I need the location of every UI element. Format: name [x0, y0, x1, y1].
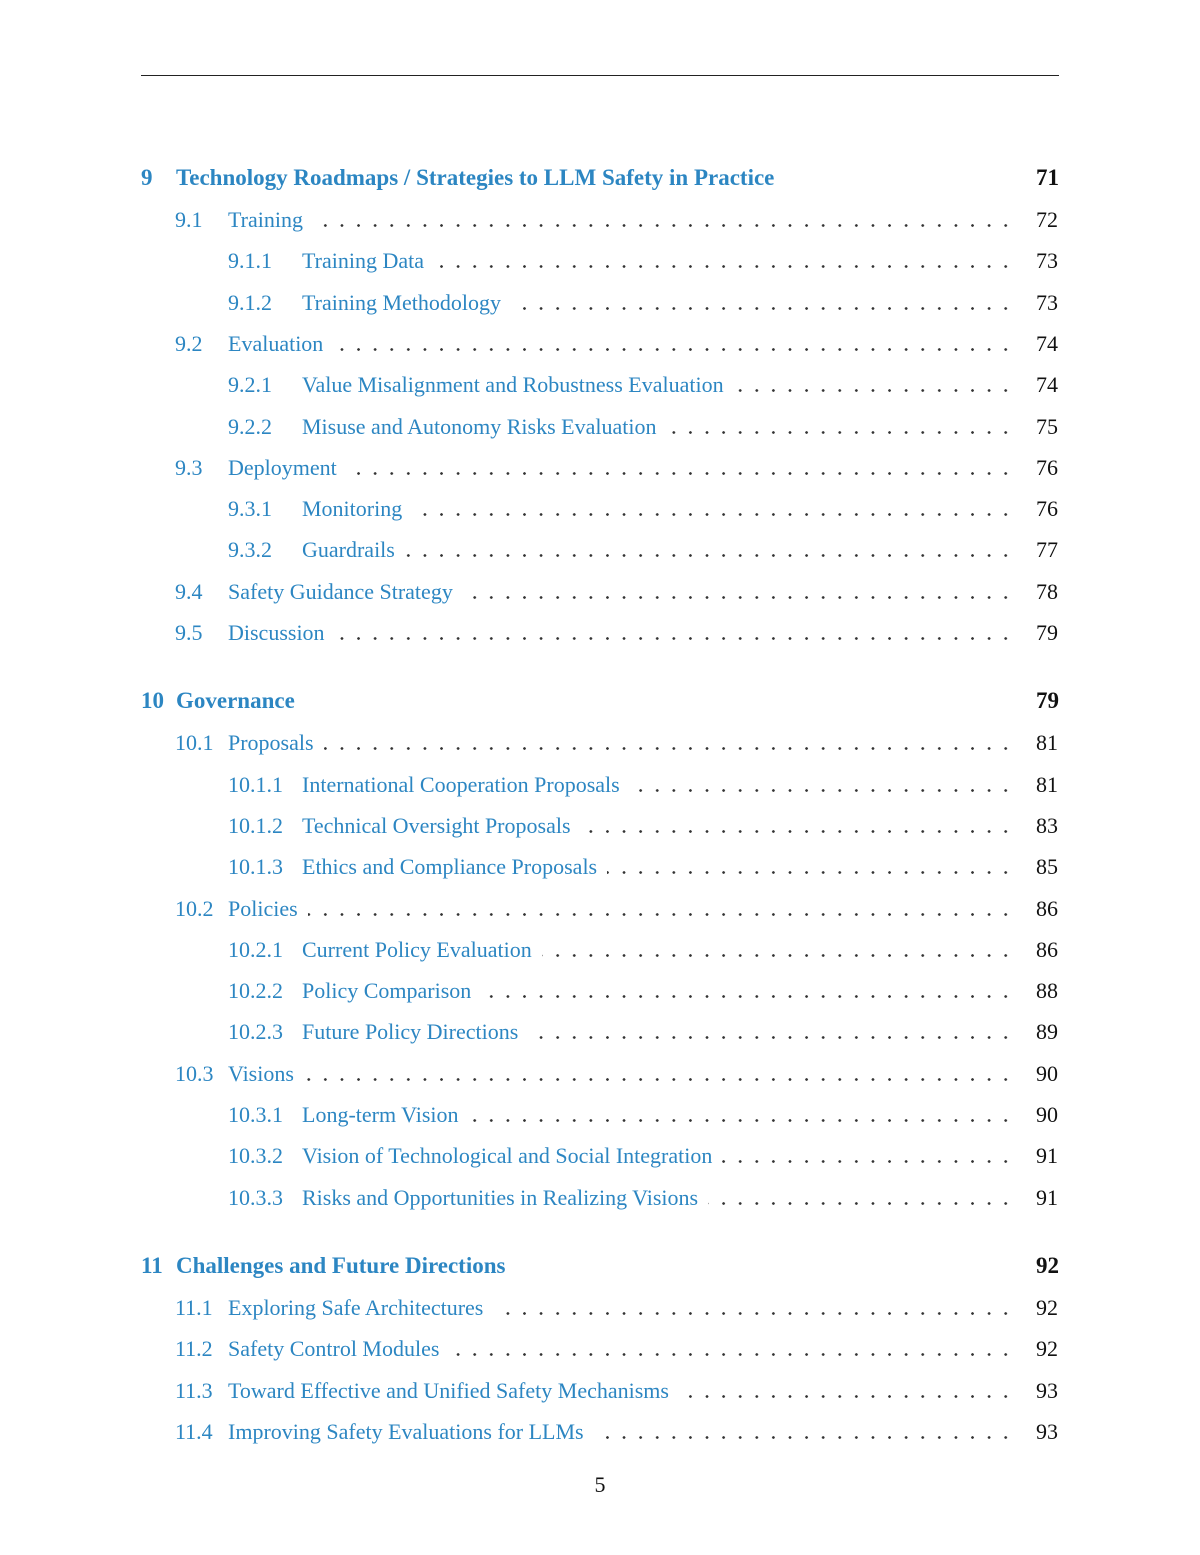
toc-entry-page[interactable]: 76: [1036, 496, 1058, 522]
dot-leader: [412, 513, 1014, 516]
toc-entry-number[interactable]: 10.3.3: [228, 1184, 283, 1210]
dot-leader: [542, 954, 1014, 957]
toc-entry-number[interactable]: 9.2.1: [228, 372, 272, 398]
toc-chapter-11[interactable]: [0, 1251, 1200, 1281]
toc-entry-title[interactable]: Deployment: [228, 454, 337, 480]
toc-subsection-9-3-1[interactable]: [0, 494, 1200, 524]
toc-entry-title[interactable]: Long-term Vision: [302, 1102, 459, 1127]
toc-entry-title[interactable]: Safety Guidance Strategy: [228, 578, 453, 604]
toc-entry-page[interactable]: 77: [1036, 537, 1058, 563]
dot-leader: [630, 789, 1014, 792]
toc-section-10-2[interactable]: [0, 894, 1200, 924]
toc-entry-page[interactable]: 90: [1036, 1060, 1058, 1086]
toc-entry-page[interactable]: 88: [1036, 978, 1058, 1004]
dot-leader: [313, 224, 1014, 227]
toc-entry-title[interactable]: Governance: [176, 688, 295, 714]
toc-entry-number[interactable]: 10.1.2: [228, 812, 283, 838]
toc-entry-number[interactable]: 10: [141, 688, 164, 714]
toc-entry-number[interactable]: 11: [141, 1252, 163, 1278]
toc-entry-page[interactable]: 91: [1036, 1143, 1058, 1169]
toc-subsection-9-1-1[interactable]: [0, 246, 1200, 276]
toc-entry-page[interactable]: 73: [1036, 289, 1058, 315]
toc-entry-title[interactable]: Current Policy Evaluation: [302, 936, 532, 962]
toc-entry-page[interactable]: 90: [1036, 1102, 1058, 1127]
dot-leader: [581, 830, 1014, 833]
toc-entry-number[interactable]: 9.4: [175, 578, 203, 604]
toc-section-9-4[interactable]: [0, 577, 1200, 607]
toc-entry-title[interactable]: Risks and Opportunities in Realizing Visions: [302, 1184, 699, 1210]
toc-section-11-2[interactable]: [0, 1334, 1200, 1364]
toc-entry-number[interactable]: 10.2.2: [228, 978, 283, 1004]
toc-entry-title[interactable]: Misuse and Autonomy Risks Evaluation: [302, 413, 657, 439]
toc-section-9-1[interactable]: [0, 205, 1200, 235]
dot-leader: [511, 307, 1014, 310]
toc-section-11-1[interactable]: [0, 1293, 1200, 1323]
toc-section-11-3[interactable]: [0, 1376, 1200, 1406]
toc-entry-page[interactable]: 86: [1036, 936, 1058, 962]
dot-leader: [666, 431, 1014, 434]
toc-entry-number[interactable]: 10.1.3: [228, 854, 283, 880]
toc-subsection-9-3-2[interactable]: [0, 535, 1200, 565]
toc-entry-title[interactable]: Technology Roadmaps / Strategies to LLM Safety in Practice: [176, 165, 775, 190]
toc-entry-page[interactable]: 85: [1036, 854, 1058, 880]
toc-entry-title[interactable]: Improving Safety Evaluations for LLMs: [228, 1418, 584, 1444]
dot-leader: [528, 1036, 1014, 1039]
toc-entry-page[interactable]: 89: [1036, 1019, 1058, 1045]
toc-entry-page[interactable]: 93: [1036, 1418, 1058, 1444]
toc-entry-number[interactable]: 10.3: [175, 1060, 214, 1086]
toc-entry-page[interactable]: 81: [1036, 771, 1058, 797]
toc-entry-number[interactable]: 11.2: [175, 1336, 213, 1362]
toc-subsection-10-3-2[interactable]: [0, 1141, 1200, 1171]
toc-entry-number[interactable]: 9: [141, 165, 153, 190]
dot-leader: [607, 871, 1014, 874]
toc-entry-title[interactable]: Policy Comparison: [302, 978, 472, 1004]
toc-entry-title[interactable]: Proposals: [228, 730, 314, 756]
toc-entry-title[interactable]: Guardrails: [302, 537, 395, 563]
toc-entry-page[interactable]: 92: [1036, 1252, 1059, 1278]
toc-section-10-3[interactable]: [0, 1059, 1200, 1089]
dot-leader: [308, 913, 1014, 916]
toc-entry-page[interactable]: 86: [1036, 895, 1058, 921]
toc-entry-title[interactable]: Training Data: [302, 248, 425, 274]
toc-entry-title[interactable]: Safety Control Modules: [228, 1336, 440, 1362]
toc-entry-number[interactable]: 9.3: [175, 454, 203, 480]
toc-entry-page[interactable]: 79: [1036, 620, 1058, 645]
dot-leader: [708, 1202, 1014, 1205]
dot-leader: [481, 995, 1014, 998]
toc-chapter-10[interactable]: [0, 686, 1200, 716]
toc-entry-number[interactable]: 10.3.1: [228, 1102, 283, 1127]
toc-entry-number[interactable]: 9.3.1: [228, 496, 272, 522]
toc-entry-number[interactable]: 10.1: [175, 730, 214, 756]
toc-section-9-3[interactable]: [0, 453, 1200, 483]
toc-entry-title[interactable]: Toward Effective and Unified Safety Mechanisms: [228, 1377, 669, 1403]
dot-leader: [347, 472, 1014, 475]
toc-entry-page[interactable]: 92: [1036, 1336, 1058, 1362]
toc-subsection-10-2-1[interactable]: [0, 935, 1200, 965]
dot-leader: [434, 265, 1014, 268]
toc-entry-page[interactable]: 81: [1036, 730, 1058, 756]
toc-section-9-2[interactable]: [0, 329, 1200, 359]
toc-entry-number[interactable]: 9.1.1: [228, 248, 272, 274]
toc-entry-number[interactable]: 9.2.2: [228, 413, 272, 439]
toc-entry-page[interactable]: 91: [1036, 1184, 1058, 1210]
toc-entry-number[interactable]: 9.2: [175, 330, 203, 356]
toc-entry-number[interactable]: 10.3.2: [228, 1143, 283, 1169]
toc-entry-page[interactable]: 72: [1036, 207, 1058, 232]
toc-subsection-9-2-2[interactable]: [0, 412, 1200, 442]
toc-entry-page[interactable]: 71: [1036, 165, 1059, 190]
toc-subsection-10-1-2[interactable]: [0, 811, 1200, 841]
dot-leader: [469, 1119, 1014, 1122]
toc-entry-title[interactable]: Policies: [228, 895, 298, 921]
toc-entry-title[interactable]: Discussion: [228, 620, 325, 645]
toc-entry-page[interactable]: 83: [1036, 812, 1058, 838]
toc-entry-page[interactable]: 73: [1036, 248, 1058, 274]
dot-leader: [333, 348, 1014, 351]
toc-entry-title[interactable]: Training: [228, 207, 303, 232]
dot-leader: [405, 554, 1014, 557]
dot-leader: [734, 389, 1014, 392]
toc-section-10-1[interactable]: [0, 728, 1200, 758]
toc-entry-title[interactable]: Vision of Technological and Social Integration: [302, 1143, 713, 1169]
dot-leader: [594, 1436, 1014, 1439]
dot-leader: [324, 747, 1014, 750]
dot-leader: [449, 1353, 1014, 1356]
toc-entry-title[interactable]: Value Misalignment and Robustness Evaluation: [302, 372, 724, 398]
toc-subsection-10-2-3[interactable]: [0, 1017, 1200, 1047]
toc-subsection-10-1-1[interactable]: [0, 770, 1200, 800]
dot-leader: [722, 1160, 1014, 1163]
toc-entry-page[interactable]: 79: [1036, 688, 1059, 714]
toc-entry-number[interactable]: 9.1.2: [228, 289, 272, 315]
dot-leader: [335, 637, 1014, 640]
dot-leader: [304, 1078, 1014, 1081]
toc-entry-title[interactable]: Exploring Safe Architectures: [228, 1294, 484, 1320]
toc-entry-number[interactable]: 9.1: [175, 207, 203, 232]
toc-entry-number[interactable]: 9.3.2: [228, 537, 272, 563]
toc-entry-page[interactable]: 74: [1036, 330, 1058, 356]
toc-subsection-10-3-1[interactable]: [0, 1100, 1200, 1130]
toc-entry-page[interactable]: 78: [1036, 578, 1058, 604]
toc-entry-title[interactable]: Evaluation: [228, 330, 324, 356]
toc-entry-number[interactable]: 11.4: [175, 1418, 213, 1444]
toc-entry-title[interactable]: Ethics and Compliance Proposals: [302, 854, 598, 880]
toc-subsection-10-1-3[interactable]: [0, 852, 1200, 882]
toc-entry-number[interactable]: 11.3: [175, 1377, 213, 1403]
toc-entry-page[interactable]: 93: [1036, 1377, 1058, 1403]
toc-section-9-5[interactable]: [0, 618, 1200, 648]
toc-entry-title[interactable]: Challenges and Future Directions: [176, 1252, 506, 1278]
toc-entry-number[interactable]: 9.5: [175, 620, 203, 645]
toc-entry-title[interactable]: Future Policy Directions: [302, 1019, 519, 1045]
toc-entry-number[interactable]: 11.1: [175, 1294, 213, 1320]
toc-entry-number[interactable]: 10.2.3: [228, 1019, 283, 1045]
toc-entry-title[interactable]: Visions: [228, 1060, 294, 1086]
toc-entry-page[interactable]: 75: [1036, 413, 1058, 439]
dot-leader: [679, 1395, 1014, 1398]
page-number: 5: [594, 1472, 606, 1497]
toc-entry-title[interactable]: International Cooperation Proposals: [302, 771, 620, 797]
toc-entry-number[interactable]: 10.2: [175, 895, 214, 921]
dot-leader: [493, 1312, 1014, 1315]
toc-entry-number[interactable]: 10.1.1: [228, 771, 283, 797]
toc-entry-title[interactable]: Training Methodology: [302, 289, 502, 315]
toc-entry-title[interactable]: Monitoring: [302, 496, 403, 522]
toc-section-11-4[interactable]: [0, 1417, 1200, 1447]
toc-subsection-10-3-3[interactable]: [0, 1183, 1200, 1213]
toc-entry-page[interactable]: 76: [1036, 454, 1058, 480]
toc-entry-page[interactable]: 92: [1036, 1294, 1058, 1320]
toc-entry-title[interactable]: Technical Oversight Proposals: [302, 812, 571, 838]
toc-subsection-9-1-2[interactable]: [0, 288, 1200, 318]
toc-subsection-10-2-2[interactable]: [0, 976, 1200, 1006]
dot-leader: [463, 596, 1014, 599]
toc-chapter-9[interactable]: [0, 163, 1200, 193]
toc-entry-number[interactable]: 10.2.1: [228, 936, 283, 962]
toc-subsection-9-2-1[interactable]: [0, 370, 1200, 400]
toc-entry-page[interactable]: 74: [1036, 372, 1058, 398]
